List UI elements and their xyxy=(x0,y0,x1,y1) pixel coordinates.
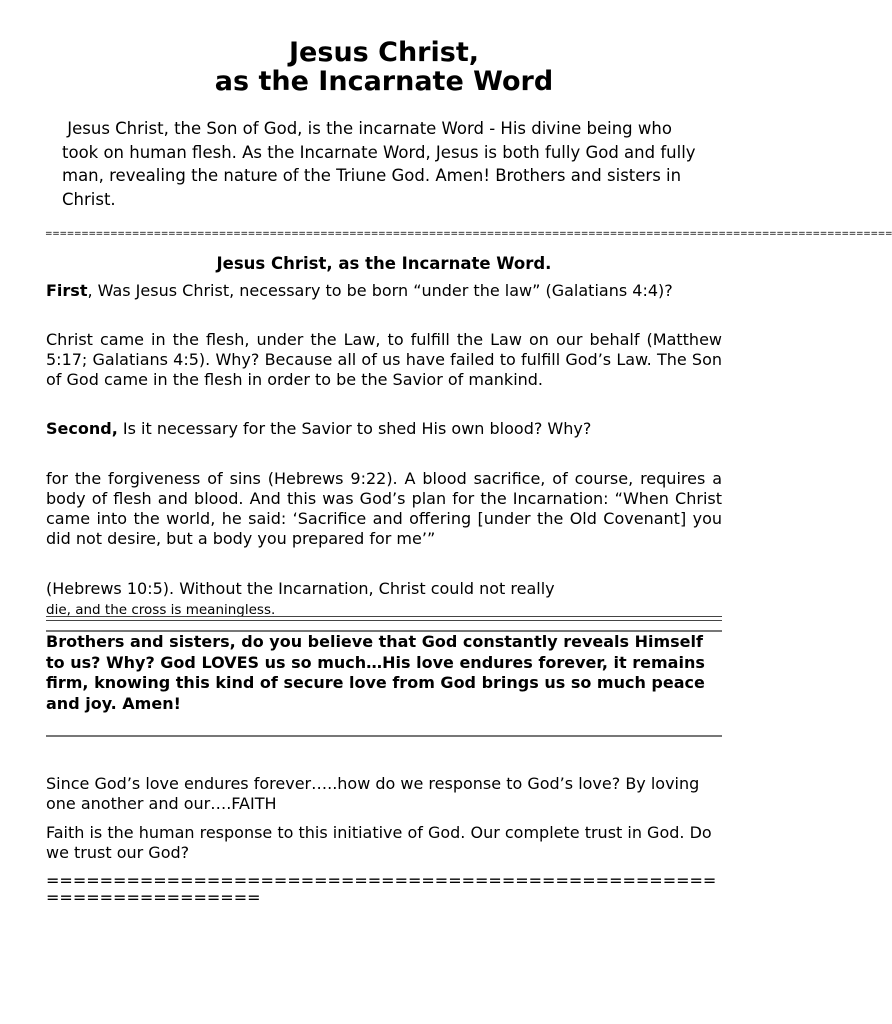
intro-paragraph: Jesus Christ, the Son of God, is the incarnate Word - His divine being who took on human flesh. As the Incarnate Word, Jesus is both fully God and fully man, revealing the nature of the Triune God. Amen! Brothers and sisters in Christ. xyxy=(62,119,701,209)
answer-second: for the forgiveness of sins (Hebrews 9:22). A blood sacrifice, of course, requires a body of flesh and blood. And this was God’s plan for the Incarnation: “When Christ came into the world, he said: ‘Sacrifice and offering [under the Old Covenant] you did not desire, but a body you prepared for me’” xyxy=(46,469,722,548)
highlight-rule-bottom xyxy=(46,735,722,737)
love-paragraph: Since God’s love endures forever…..how do we response to God’s love? By loving one another and our….FAITH xyxy=(46,774,700,813)
question-first-text: , Was Jesus Christ, necessary to be born “under the law” (Galatians 4:4)? xyxy=(87,281,673,300)
question-second xyxy=(46,419,722,439)
answer-first: Christ came in the flesh, under the Law, to fulfill the Law on our behalf (Matthew 5:17; Galatians 4:5). Why? Because all of us have failed to fulfill God’s Law. The Son of God came in the flesh in order to be the Savior of mankind. xyxy=(46,330,722,389)
faith-paragraph: Faith is the human response to this initiative of God. Our complete trust in God. Do we trust our God? xyxy=(46,823,712,862)
answer-continued-small: die, and the cross is meaningless. xyxy=(46,602,276,618)
double-rule-top xyxy=(46,616,722,617)
document-title-line-1: Jesus Christ, xyxy=(289,37,479,68)
answer-second-continued xyxy=(46,579,722,620)
highlight-paragraph: Brothers and sisters, do you believe that God constantly reveals Himself to us? Why? God LOVES us so much…His love endures forever, it remains firm, knowing this kind of secure love from God brings us so much peace and joy. Amen! xyxy=(46,632,705,713)
double-rule-bottom xyxy=(46,620,722,621)
question-second-text: Is it necessary for the Savior to shed His own blood? Why? xyxy=(117,419,592,438)
question-first xyxy=(46,281,722,301)
equals-rule-line-1: ================================================== xyxy=(46,871,717,890)
answer-continued-main: (Hebrews 10:5). Without the Incarnation, Christ could not really xyxy=(46,579,555,598)
section-heading: Jesus Christ, as the Incarnate Word. xyxy=(216,254,552,273)
question-second-lead: Second, xyxy=(46,419,118,438)
equals-rule-line-2: ================ xyxy=(46,888,261,907)
question-first-lead: First xyxy=(46,281,88,300)
document-title-line-2: as the Incarnate Word xyxy=(214,66,554,97)
divider-line: ===================================================================================================================== xyxy=(45,229,892,239)
